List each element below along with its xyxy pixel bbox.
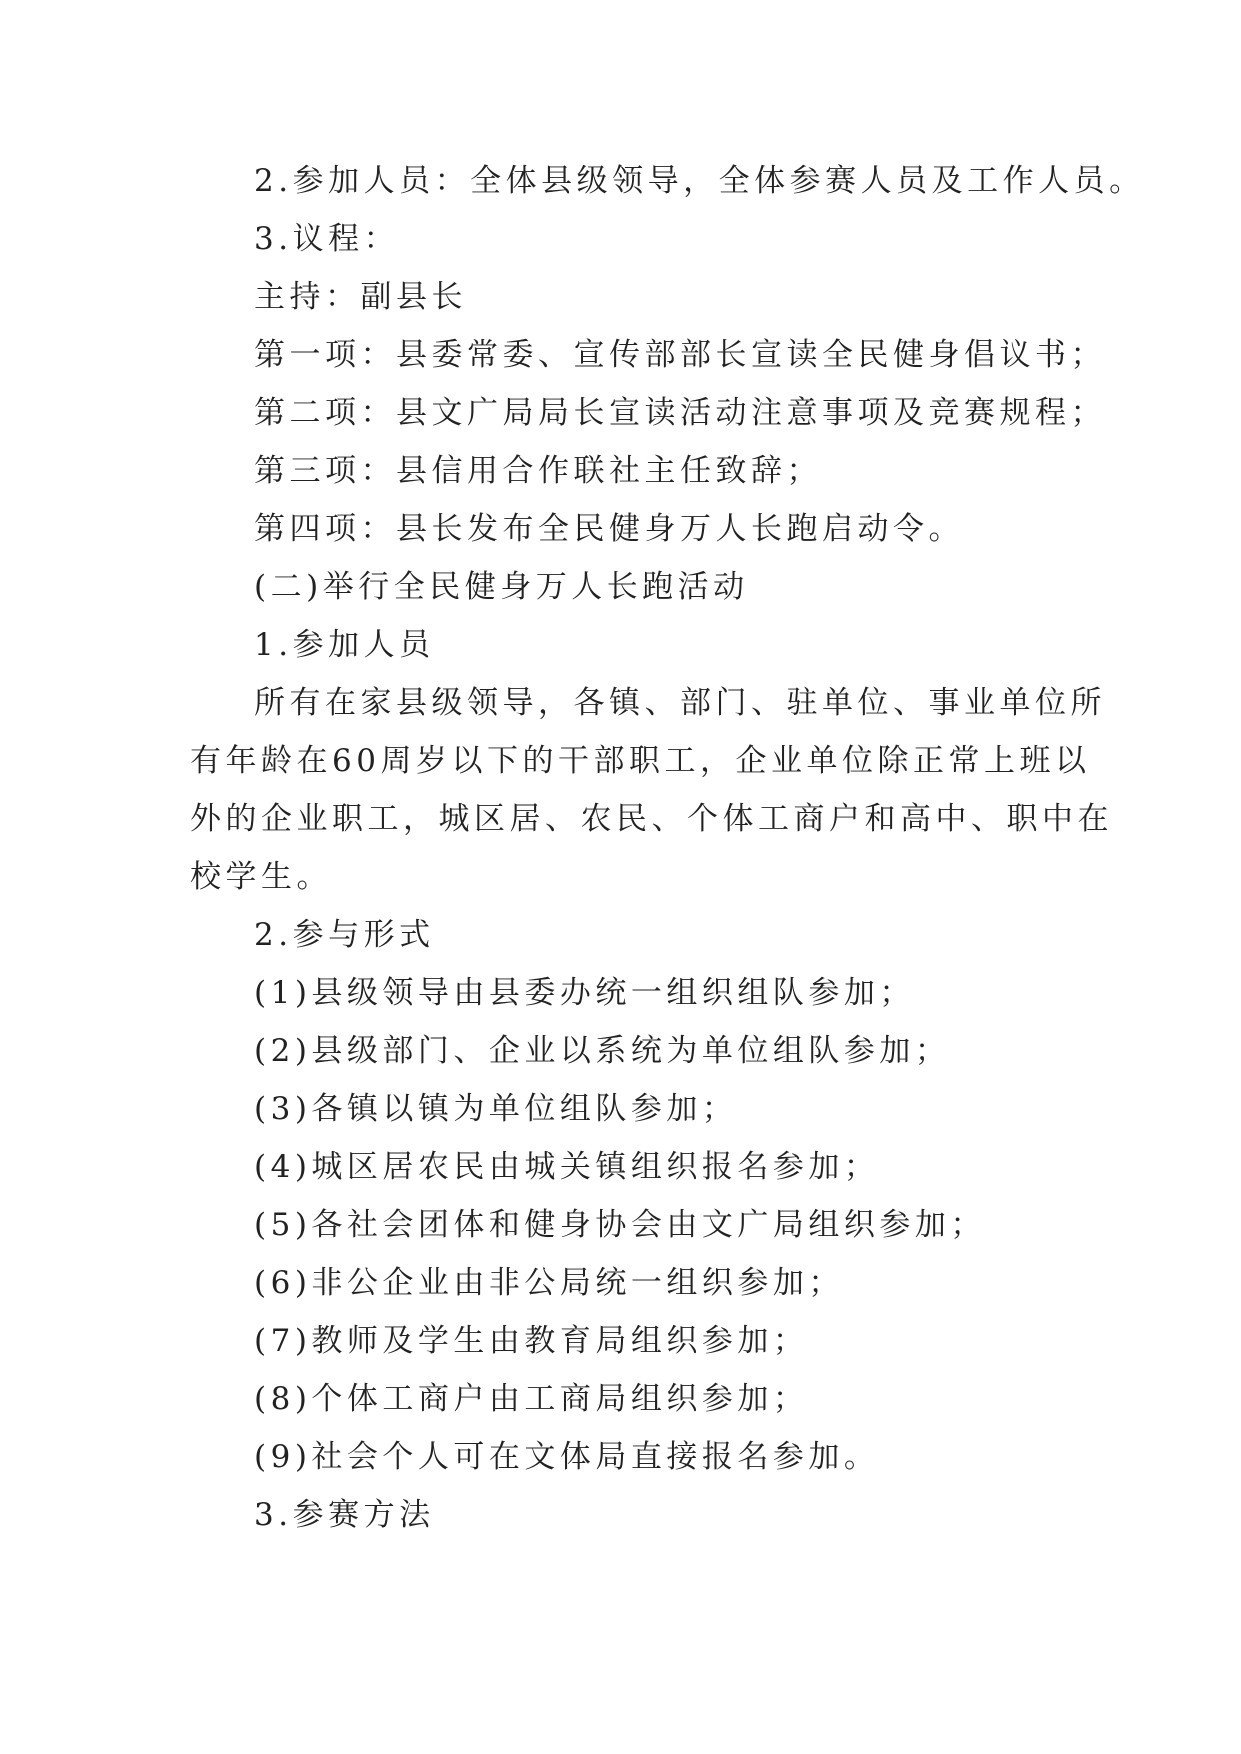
list-item: (2)县级部门、企业以系统为单位组队参加； — [254, 1033, 951, 1069]
list-item: (8)个体工商户由工商局组织参加； — [254, 1381, 809, 1417]
list-item: (7)教师及学生由教育局组织参加； — [254, 1323, 809, 1359]
section-heading-run-activity: (二)举行全民健身万人长跑活动 — [254, 569, 749, 605]
list-item: (6)非公企业由非公局统一组织参加； — [254, 1265, 844, 1301]
list-item: (5)各社会团体和健身协会由文广局组织参加； — [254, 1207, 986, 1243]
paragraph-line: 外的企业职工，城区居、农民、个体工商户和高中、职中在 — [190, 801, 1113, 837]
text-line-agenda-heading: 3.议程： — [254, 221, 400, 257]
list-item: (9)社会个人可在文体局直接报名参加。 — [254, 1439, 880, 1475]
text-line-item-3: 第三项：县信用合作联社主任致辞； — [254, 453, 822, 489]
text-line-item-1: 第一项：县委常委、宣传部部长宣读全民健身倡议书； — [254, 337, 1106, 373]
paragraph-line: 所有在家县级领导，各镇、部门、驻单位、事业单位所 — [254, 685, 1106, 721]
text-line-participants: 2.参加人员：全体县级领导，全体参赛人员及工作人员。 — [254, 163, 1145, 199]
text-line-item-2: 第二项：县文广局局长宣读活动注意事项及竞赛规程； — [254, 395, 1106, 431]
list-item: (4)城区居农民由城关镇组织报名参加； — [254, 1149, 880, 1185]
document-body — [190, 152, 1145, 1544]
list-item: (1)县级领导由县委办统一组织组队参加； — [254, 975, 915, 1011]
list-item: (3)各镇以镇为单位组队参加； — [254, 1091, 738, 1127]
paragraph-line: 有年龄在60周岁以下的干部职工，企业单位除正常上班以 — [190, 743, 1091, 779]
text-line-host: 主持：副县长 — [254, 279, 467, 315]
text-line-item-4: 第四项：县长发布全民健身万人长跑启动令。 — [254, 511, 964, 547]
participants-paragraph — [190, 674, 1113, 906]
subheading-method: 3.参赛方法 — [254, 1497, 435, 1533]
subheading-participation-form: 2.参与形式 — [254, 917, 435, 953]
paragraph-line: 校学生。 — [190, 859, 332, 895]
subheading-participants: 1.参加人员 — [254, 627, 435, 663]
